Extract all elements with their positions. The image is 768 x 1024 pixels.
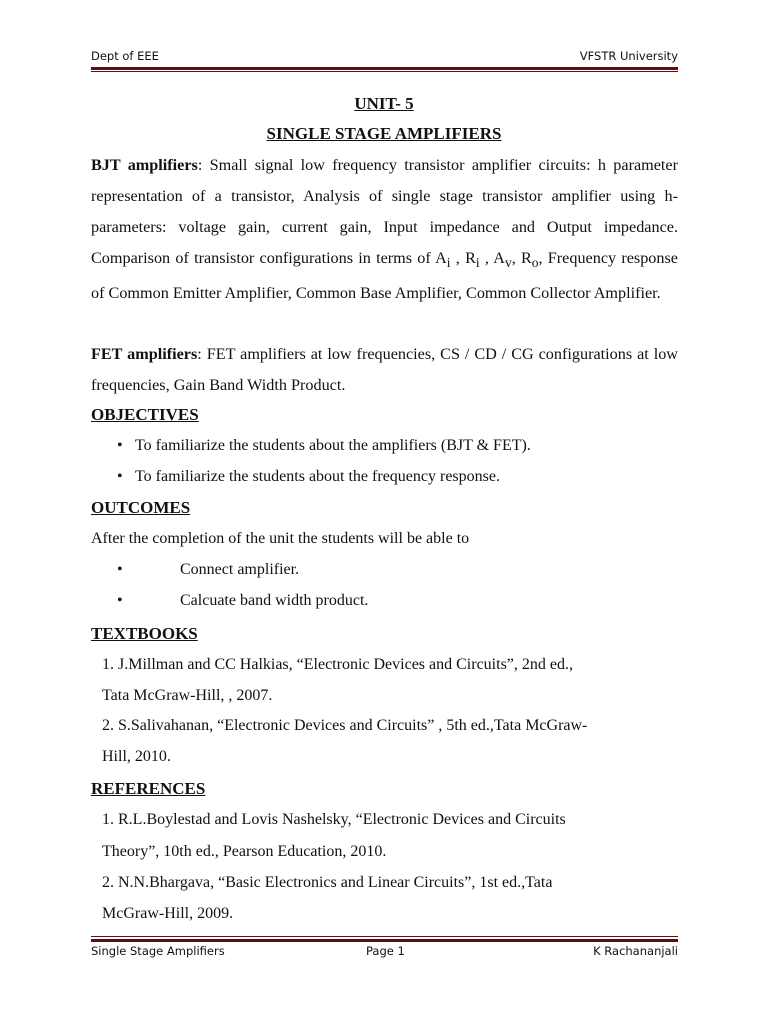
header-university: VFSTR University: [579, 49, 678, 63]
fet-text: : FET amplifiers at low frequencies, CS / CD / CG configurations at low frequencies, Gain Band Width Product.: [91, 345, 678, 394]
footer-rule-thin: [91, 936, 678, 937]
fet-label: FET amplifiers: [91, 345, 198, 363]
textbook-line: Tata McGraw-Hill, , 2007.: [102, 687, 273, 704]
bjt-sub-ri: i: [475, 255, 480, 271]
reference-line: 2. N.N.Bhargava, “Basic Electronics and Linear Circuits”, 1st ed.,Tata: [102, 874, 553, 891]
bullet-icon: •: [117, 592, 123, 609]
footer-page-number: Page 1: [366, 944, 405, 958]
objective-text: To familiarize the students about the amplifiers (BJT & FET).: [135, 437, 531, 454]
bjt-sub-av: v: [504, 255, 512, 271]
bjt-text-2: , Frequency response of Common Emitter Amplifier, Common Base Amplifier, Common Collector Amplifier.: [91, 249, 678, 303]
bjt-text-1: : Small signal low frequency transistor amplifier circuits: h parameter representation of a transistor, Analysis of single stage transistor amplifier using h-parameters: voltage gain, current gain, Input impedance and Output impedance. Comparison of transistor configurations in terms of A: [91, 156, 678, 267]
outcomes-heading: OUTCOMES: [91, 498, 191, 517]
textbook-line: 2. S.Salivahanan, “Electronic Devices and Circuits” , 5th ed.,Tata McGraw-: [102, 717, 588, 734]
header-rule-thick: [91, 67, 678, 70]
footer-chapter: Single Stage Amplifiers: [91, 944, 225, 958]
objectives-heading: OBJECTIVES: [91, 405, 199, 424]
unit-heading: UNIT- 5: [354, 94, 414, 113]
bjt-sep-1: , R: [450, 249, 476, 267]
header-department: Dept of EEE: [91, 49, 159, 63]
bjt-paragraph: [91, 150, 678, 309]
outcome-text: Connect amplifier.: [180, 561, 300, 578]
textbook-line: Hill, 2010.: [102, 748, 171, 765]
bjt-sub-ro: o: [531, 255, 539, 271]
footer-rule-thick: [91, 939, 678, 942]
reference-line: McGraw-Hill, 2009.: [102, 905, 234, 922]
bullet-icon: •: [117, 561, 123, 578]
reference-line: Theory”, 10th ed., Pearson Education, 2010.: [102, 843, 387, 860]
bullet-icon: •: [117, 437, 123, 454]
page-title: SINGLE STAGE AMPLIFIERS: [266, 124, 502, 143]
outcomes-intro: After the completion of the unit the students will be able to: [91, 530, 470, 547]
bjt-sep-2: , A: [479, 249, 505, 267]
textbooks-heading: TEXTBOOKS: [91, 624, 198, 643]
textbook-line: 1. J.Millman and CC Halkias, “Electronic Devices and Circuits”, 2nd ed.,: [102, 656, 573, 673]
reference-line: 1. R.L.Boylestad and Lovis Nashelsky, “Electronic Devices and Circuits: [102, 811, 566, 828]
outcome-text: Calcuate band width product.: [180, 592, 369, 609]
page-header: [91, 49, 678, 65]
page-footer: [91, 944, 678, 960]
footer-author: K Rachananjali: [593, 944, 678, 958]
bjt-label: BJT amplifiers: [91, 156, 198, 174]
fet-paragraph: [91, 339, 678, 401]
objective-text: To familiarize the students about the frequency response.: [135, 468, 500, 485]
bjt-sub-ai: i: [446, 255, 451, 271]
references-heading: REFERENCES: [91, 779, 206, 798]
bullet-icon: •: [117, 468, 123, 485]
header-rule-thin: [91, 71, 678, 72]
bjt-sep-3: , R: [511, 249, 532, 267]
